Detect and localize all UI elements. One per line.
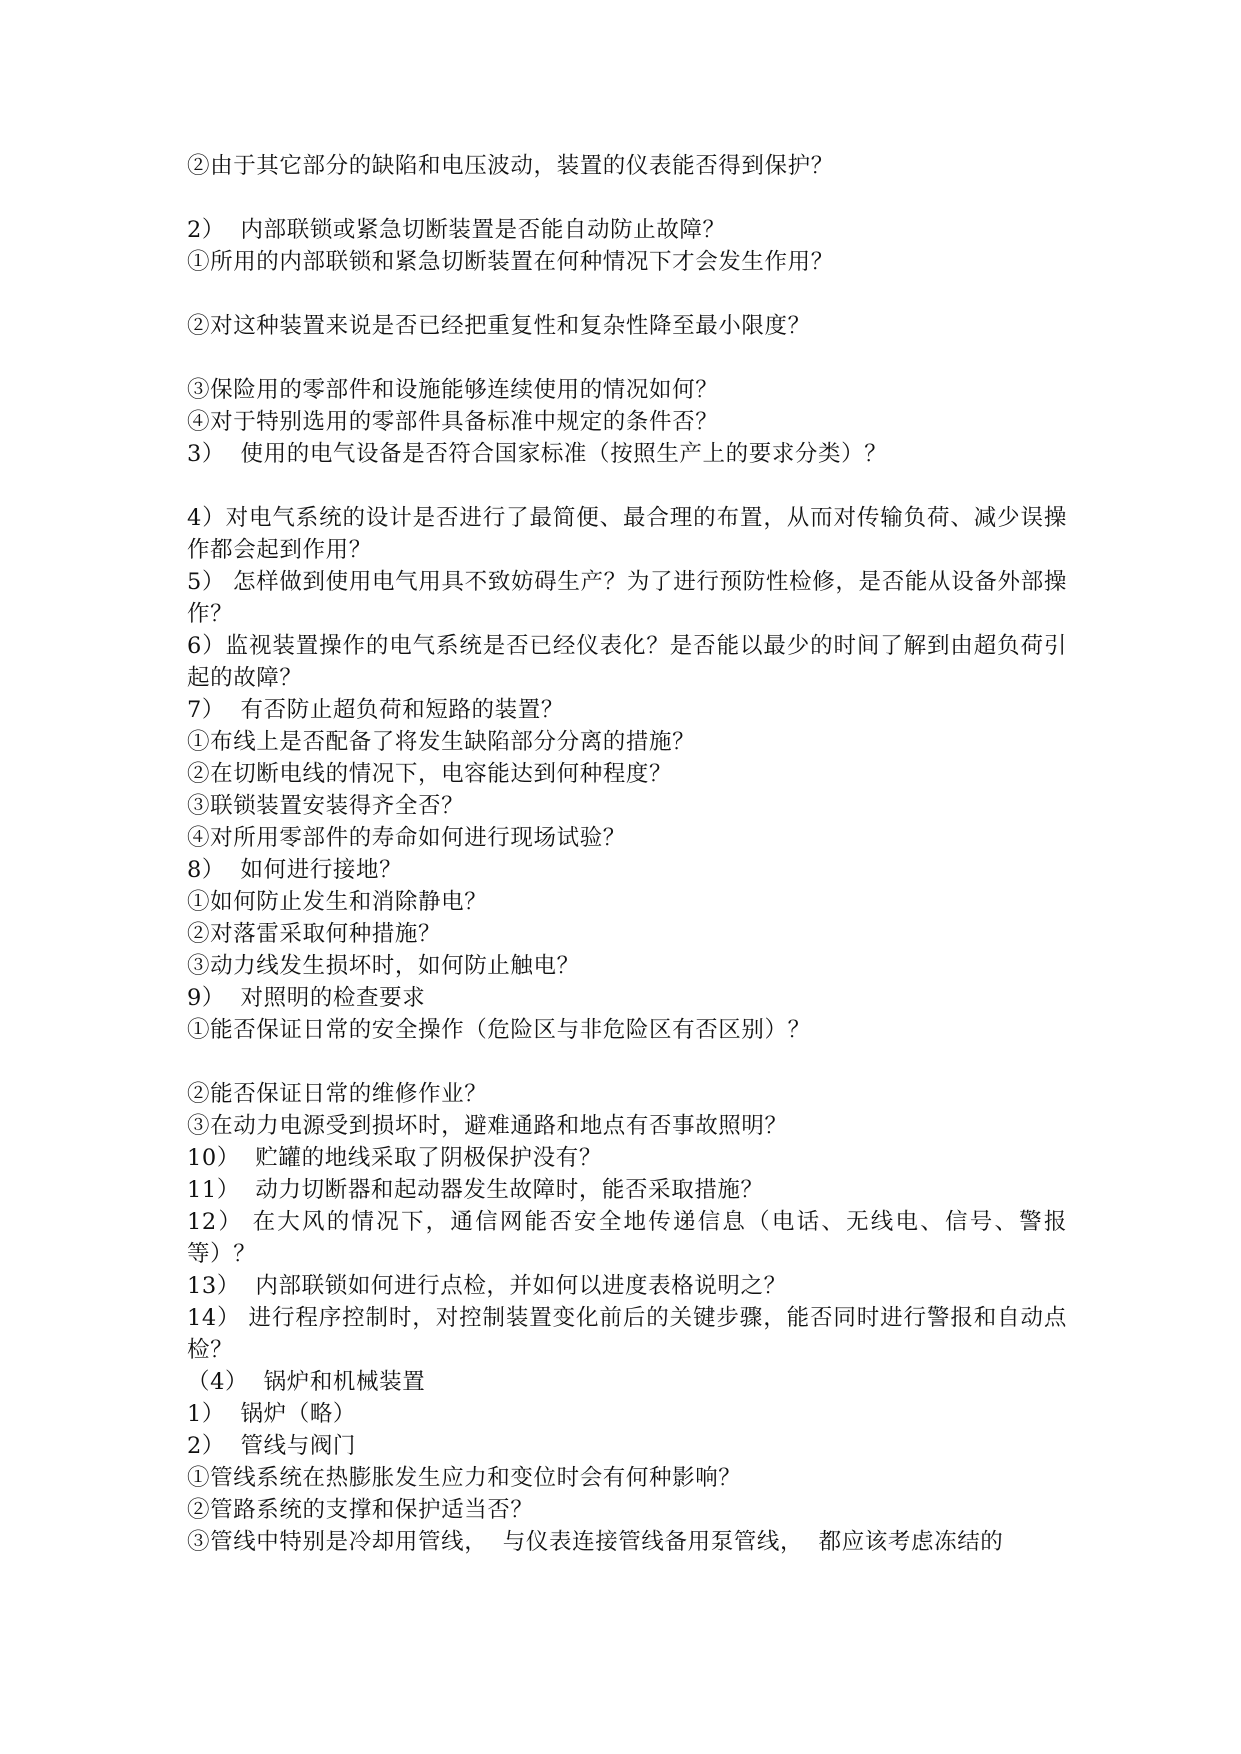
text-line: 8） 如何进行接地？ — [187, 857, 403, 883]
blank-line — [187, 278, 1067, 310]
text-line: 14） 进行程序控制时，对控制装置变化前后的关键步骤，能否同时进行警报和自动点检？ — [187, 1305, 1067, 1363]
text-line: 12） 在大风的情况下，通信网能否安全地传递信息（电话、无线电、信号、警报等）？ — [187, 1209, 1067, 1267]
text-line: 10） 贮罐的地线采取了阴极保护没有？ — [187, 1145, 602, 1171]
blank-line — [187, 470, 1067, 502]
blank-line — [187, 342, 1067, 374]
text-line: 9） 对照明的检查要求 — [187, 985, 426, 1011]
text-line: ④对所用零部件的寿命如何进行现场试验？ — [187, 825, 626, 851]
text-line: 4）对电气系统的设计是否进行了最简便、最合理的布置，从而对传输负荷、减少误操作都会起到作用？ — [187, 505, 1067, 563]
text-line: ①管线系统在热膨胀发生应力和变位时会有何种影响？ — [187, 1465, 742, 1491]
text-line: 7） 有否防止超负荷和短路的装置？ — [187, 697, 564, 723]
text-line: ②由于其它部分的缺陷和电压波动，装置的仪表能否得到保护？ — [187, 153, 834, 179]
text-line: ③管线中特别是冷却用管线， 与仪表连接管线备用泵管线， 都应该考虑冻结的 — [187, 1529, 1004, 1555]
text-line: ④对于特别选用的零部件具备标准中规定的条件否？ — [187, 409, 719, 435]
text-line: ②管路系统的支撑和保护适当否？ — [187, 1497, 534, 1523]
text-line: ①能否保证日常的安全操作（危险区与非危险区有否区别）？ — [187, 1017, 811, 1043]
text-line: ①所用的内部联锁和紧急切断装置在何种情况下才会发生作用？ — [187, 249, 834, 275]
text-line: ①布线上是否配备了将发生缺陷部分分离的措施？ — [187, 729, 696, 755]
text-line: ③保险用的零部件和设施能够连续使用的情况如何？ — [187, 377, 719, 403]
text-line: ②对落雷采取何种措施？ — [187, 921, 442, 947]
text-line: 6）监视装置操作的电气系统是否已经仪表化？是否能以最少的时间了解到由超负荷引起的故障？ — [187, 633, 1067, 691]
document-body — [187, 150, 1067, 1558]
text-line: ③在动力电源受到损坏时，避难通路和地点有否事故照明？ — [187, 1113, 788, 1139]
text-line: 13） 内部联锁如何进行点检，并如何以进度表格说明之？ — [187, 1273, 787, 1299]
text-line: 2） 内部联锁或紧急切断装置是否能自动防止故障？ — [187, 217, 726, 243]
blank-line — [187, 182, 1067, 214]
text-line: 2） 管线与阀门 — [187, 1433, 357, 1459]
text-line: ②对这种装置来说是否已经把重复性和复杂性降至最小限度？ — [187, 313, 811, 339]
text-line: ②能否保证日常的维修作业？ — [187, 1081, 488, 1107]
text-line: ③动力线发生损坏时，如何防止触电？ — [187, 953, 580, 979]
text-line: 5） 怎样做到使用电气用具不致妨碍生产？为了进行预防性检修，是否能从设备外部操作？ — [187, 569, 1067, 627]
text-line: 11） 动力切断器和起动器发生故障时，能否采取措施？ — [187, 1177, 764, 1203]
text-line: （4） 锅炉和机械装置 — [187, 1369, 426, 1395]
blank-line — [187, 1046, 1067, 1078]
text-line: ②在切断电线的情况下，电容能达到何种程度？ — [187, 761, 673, 787]
text-line: 3） 使用的电气设备是否符合国家标准（按照生产上的要求分类）？ — [187, 441, 888, 467]
text-line: 1） 锅炉（略） — [187, 1401, 357, 1427]
text-line: ③联锁装置安装得齐全否？ — [187, 793, 465, 819]
text-line: ①如何防止发生和消除静电？ — [187, 889, 488, 915]
